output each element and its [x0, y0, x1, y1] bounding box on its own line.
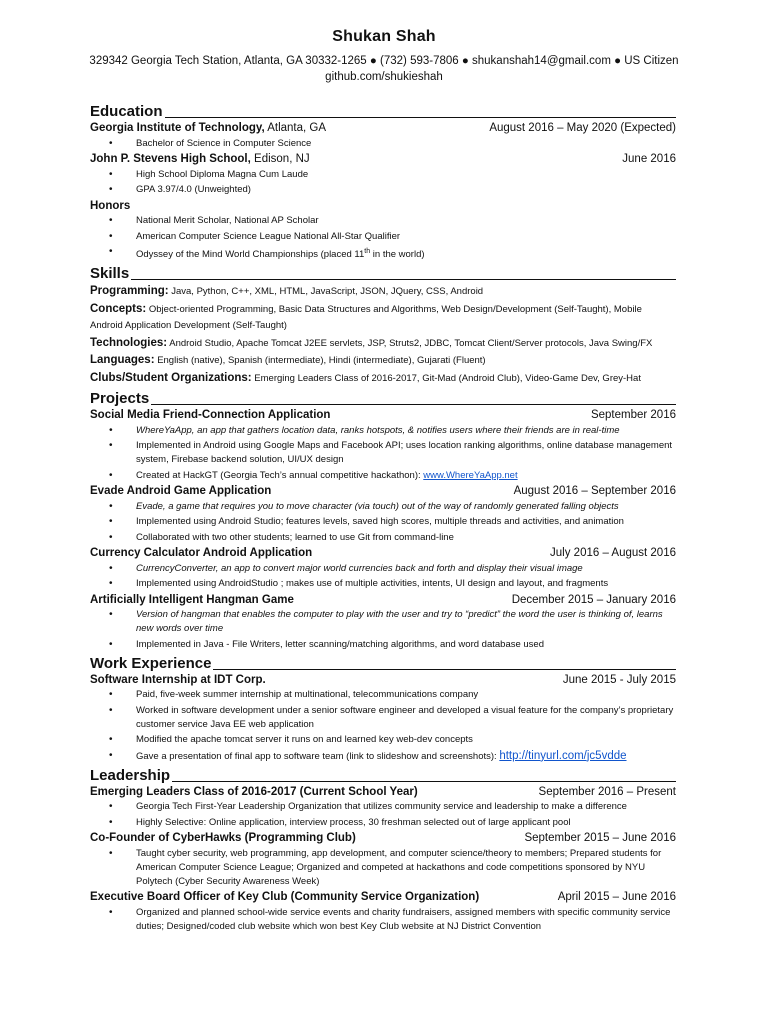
bullet-item: • CurrencyConverter, an app to convert major world currencies back and forth and display their visual image — [136, 562, 676, 576]
entry-date: September 2015 – June 2016 — [524, 832, 676, 845]
honors-label: Honors — [90, 199, 131, 212]
entry-date: September 2016 — [590, 409, 676, 422]
project-entry — [90, 546, 676, 562]
bullet-item: • Paid, five-week summer internship at multinational, telecommunications company — [136, 688, 676, 702]
section-work-heading — [90, 655, 676, 673]
project-title: Currency Calculator Android Application — [90, 547, 313, 560]
entry-date: August 2016 – September 2016 — [513, 485, 676, 498]
section-skills-heading — [90, 265, 676, 283]
skill-label: Programming: — [90, 285, 169, 298]
skill-value: Android Studio, Apache Tomcat J2EE servlets, JSP, Struts2, JDBC, Tomcat Client/Server protocols, Java Swing/FX — [169, 337, 653, 349]
skill-label: Technologies: — [90, 336, 168, 349]
entry-date: June 2016 — [622, 153, 676, 165]
bullet-list — [90, 137, 676, 151]
skill-languages — [90, 352, 676, 370]
bullet-item — [136, 469, 676, 483]
bullet-list — [90, 688, 676, 764]
section-title: Education — [90, 103, 163, 120]
skill-clubs — [90, 370, 676, 388]
section-rule — [131, 279, 676, 280]
leadership-entry — [90, 890, 676, 906]
resume-header — [0, 28, 768, 85]
section-title: Projects — [90, 390, 150, 408]
section-rule — [165, 117, 676, 118]
bullet-list — [90, 424, 676, 483]
person-name: Shukan Shah — [332, 28, 436, 45]
bullet-list — [90, 214, 676, 262]
bullet-item — [136, 749, 676, 764]
bullet-list — [90, 906, 676, 934]
role-title: Executive Board Officer of Key Club (Community Service Organization) — [90, 891, 480, 904]
entry-date: July 2016 – August 2016 — [550, 547, 676, 560]
section-rule — [213, 669, 676, 670]
resume-body — [90, 100, 676, 935]
section-projects-heading — [90, 390, 676, 408]
project-title: Artificially Intelligent Hangman Game — [90, 593, 294, 606]
bullet-item: • Version of hangman that enables the computer to play with the user and try to “predict” the word the user is thinking of, learns new words over time — [136, 608, 676, 636]
skill-concepts — [90, 301, 676, 335]
bullet-text: Created at HackGT (Georgia Tech’s annual competitive hackathon): — [136, 469, 424, 481]
project-website-link[interactable]: www.WhereYaApp.net — [423, 469, 518, 481]
project-entry — [90, 484, 676, 500]
entry-date: June 2015 - July 2015 — [562, 673, 676, 686]
skill-value: Object-oriented Programming, Basic Data Structures and Algorithms, Web Design/Development (Self-Taught), Mobile Android Application Development (Self-Taught) — [90, 303, 642, 332]
skill-label: Clubs/Student Organizations: — [90, 371, 252, 384]
skill-value: Emerging Leaders Class of 2016-2017, Git-Mad (Android Club), Video-Game Dev, Grey-Hat — [254, 372, 641, 384]
project-entry — [90, 408, 676, 424]
bullet-item: • Taught cyber security, web programming, app development, and computer science/theory to members; Prepared students for American Computer Science League; Organized and competed at hackathons and code competitions sponsored by NYU Polytech (Cyber Security Awareness Week) — [136, 847, 676, 889]
bullet-item: • High School Diploma Magna Cum Laude — [136, 168, 676, 182]
bullet-list — [90, 500, 676, 545]
bullet-item — [136, 245, 676, 262]
bullet-list — [90, 562, 676, 592]
superscript: th — [364, 248, 371, 255]
bullet-list — [90, 608, 676, 652]
project-title: Social Media Friend-Connection Application — [90, 409, 331, 422]
job-title: Software Internship at IDT Corp. — [90, 673, 266, 686]
section-education-heading — [90, 103, 676, 121]
entry-date: August 2016 – May 2020 (Expected) — [489, 122, 676, 134]
section-rule — [172, 781, 676, 782]
bullet-item: • Modified the apache tomcat server it runs on and learned key web-dev concepts — [136, 733, 676, 747]
education-entry-stevens — [90, 152, 676, 168]
bullet-item: • Worked in software development under a senior software engineer and developed a visual feature for the company’s proprietary customer service Java EE web application — [136, 704, 676, 732]
section-title: Leadership — [90, 766, 171, 784]
project-entry — [90, 593, 676, 609]
bullet-list — [90, 847, 676, 889]
school-name: Georgia Institute of Technology, — [90, 122, 265, 134]
bullet-item: • Implemented in Android using Google Maps and Facebook API; uses location ranking algorithms, online database management system, Firebase backend solution, UI/UX design — [136, 439, 676, 467]
bullet-list — [90, 800, 676, 830]
skill-technologies — [90, 335, 676, 353]
bullet-item: • Implemented using Android Studio; features levels, saved high scores, multiple threads and activities, and animation — [136, 515, 676, 529]
entry-date: December 2015 – January 2016 — [511, 593, 676, 606]
bullet-item: • WhereYaApp, an app that gathers location data, ranks hotspots, & notifies users where their friends are in real-time — [136, 424, 676, 438]
contact-line: 329342 Georgia Tech Station, Atlanta, GA 30332-1265 ● (732) 593-7806 ● shukanshah14@gmail.com ● US Citizen — [89, 55, 679, 67]
section-rule — [151, 404, 676, 405]
bullet-item: • Implemented in Java - File Writers, letter scanning/matching algorithms, and word database used — [136, 638, 676, 652]
skill-value: English (native), Spanish (intermediate), Hindi (intermediate), Gujarati (Fluent) — [157, 355, 486, 367]
bullet-list — [90, 168, 676, 198]
leadership-entry — [90, 785, 676, 801]
entry-date: September 2016 – Present — [538, 785, 676, 798]
bullet-item: • National Merit Scholar, National AP Scholar — [136, 214, 676, 228]
bullet-item: • Organized and planned school-wide service events and charity fundraisers, assigned members with specific community service duties; Designed/coded club website which won best Key Club website at NJ District Convention — [136, 906, 676, 934]
skill-programming — [90, 283, 676, 301]
role-title: Co-Founder of CyberHawks (Programming Club) — [90, 832, 356, 845]
school-location: Edison, NJ — [254, 153, 310, 165]
bullet-text: in the world) — [370, 249, 425, 261]
leadership-entry — [90, 831, 676, 847]
school-location: Atlanta, GA — [267, 122, 327, 134]
skill-value: Java, Python, C++, XML, HTML, JavaScript, JSON, JQuery, CSS, Android — [171, 286, 484, 298]
school-name: John P. Stevens High School, — [90, 153, 251, 165]
bullet-text: Odyssey of the Mind World Championships (placed 11 — [136, 249, 365, 261]
section-title: Work Experience — [90, 654, 212, 672]
bullet-item: • GPA 3.97/4.0 (Unweighted) — [136, 183, 676, 197]
section-leadership-heading — [90, 767, 676, 785]
skill-label: Languages: — [90, 354, 155, 367]
skill-label: Concepts: — [90, 302, 147, 315]
bullet-item: • Bachelor of Science in Computer Science — [136, 137, 676, 151]
education-entry-gatech — [90, 121, 676, 137]
bullet-item: • Evade, a game that requires you to move character (via touch) out of the way of randomly generated falling objects — [136, 500, 676, 514]
role-title: Emerging Leaders Class of 2016-2017 (Current School Year) — [90, 785, 418, 798]
bullet-item: • Collaborated with two other students; learned to use Git from command-line — [136, 531, 676, 545]
bullet-item: • Implemented using AndroidStudio ; makes use of multiple activities, intents, UI design and layout, and fragments — [136, 577, 676, 591]
bullet-item: • Georgia Tech First-Year Leadership Organization that utilizes community service and leadership to make a difference — [136, 800, 676, 814]
bullet-item: • Highly Selective: Online application, interview process, 30 freshman selected out of large applicant pool — [136, 816, 676, 830]
bullet-item: • American Computer Science League National All-Star Qualifier — [136, 230, 676, 244]
github-link[interactable]: github.com/shukieshah — [325, 71, 443, 83]
section-title: Skills — [90, 265, 130, 283]
project-title: Evade Android Game Application — [90, 485, 272, 498]
entry-date: April 2015 – June 2016 — [557, 891, 676, 904]
work-entry — [90, 673, 676, 689]
bullet-text: Gave a presentation of final app to software team (link to slideshow and screenshots): — [136, 750, 500, 762]
slideshow-link[interactable]: http://tinyurl.com/jc5vdde — [499, 749, 627, 762]
